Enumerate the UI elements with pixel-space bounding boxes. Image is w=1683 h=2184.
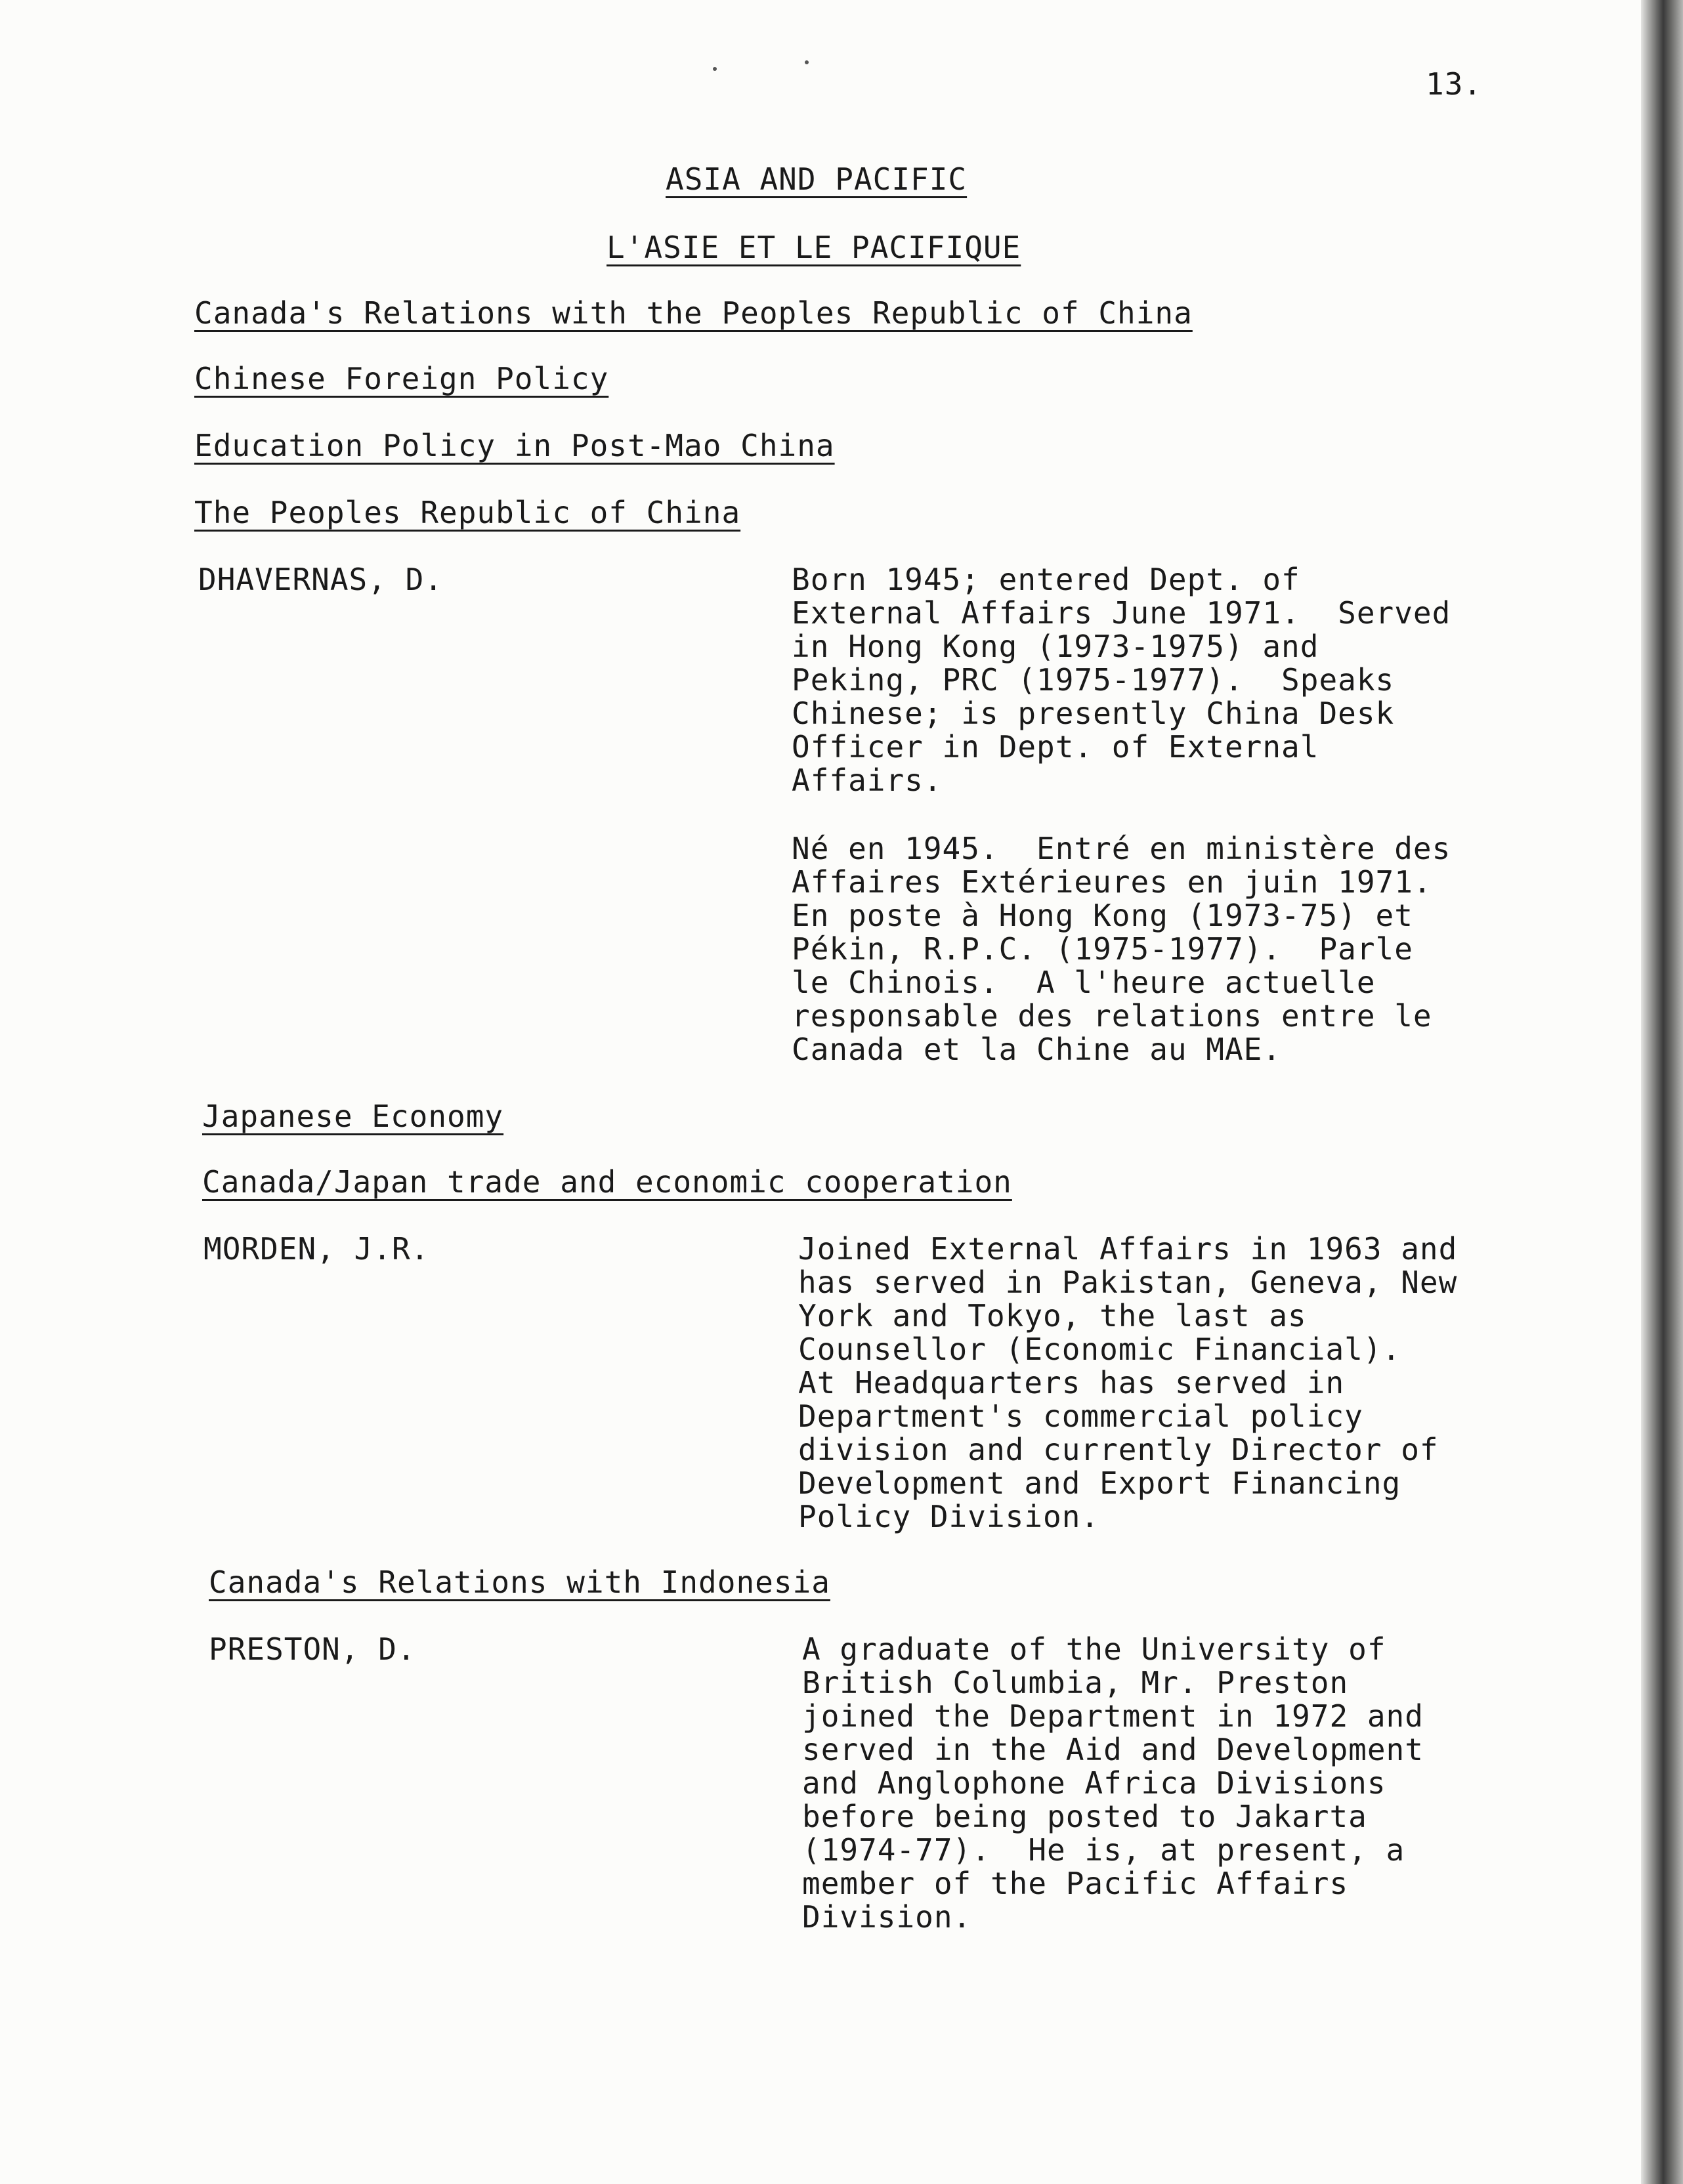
topic-canada-japan-trade: Canada/Japan trade and economic cooperation <box>202 1164 1012 1200</box>
entry-bio-dhavernas-french: Né en 1945. Entré en ministère des Affaires Extérieures en juin 1971. En poste à Hong Kong (1973-75) et Pékin, R.P.C. (1975-1977). Parle le Chinois. A l'heure actuelle responsable des relations entre le Canada et la Chine au MAE. <box>792 831 1451 1067</box>
page-number: 13. <box>1426 66 1483 102</box>
scanned-page-edge <box>1641 0 1683 2184</box>
section-heading-french: L'ASIE ET LE PACIFIQUE <box>607 230 1021 265</box>
scan-speck <box>713 67 717 71</box>
topic-education-policy: Education Policy in Post-Mao China <box>194 428 835 463</box>
topic-indonesia-relations: Canada's Relations with Indonesia <box>209 1564 830 1600</box>
entry-bio-preston-english: A graduate of the University of British Columbia, Mr. Preston joined the Department in 1972 and served in the Aid and Development and Anglophone Africa Divisions before being posted to Jakarta (1974-77). He is, at present, a member of the Pacific Affairs Division. <box>802 1631 1424 1935</box>
entry-name-preston: PRESTON, D. <box>209 1631 416 1667</box>
topic-chinese-foreign-policy: Chinese Foreign Policy <box>194 361 609 396</box>
scan-speck <box>805 60 809 64</box>
entry-name-morden: MORDEN, J.R. <box>203 1231 430 1267</box>
entry-name-dhavernas: DHAVERNAS, D. <box>198 562 444 597</box>
topic-china-relations: Canada's Relations with the Peoples Republic of China <box>194 295 1193 331</box>
topic-japanese-economy: Japanese Economy <box>202 1099 504 1134</box>
section-heading-english: ASIA AND PACIFIC <box>666 161 968 197</box>
entry-bio-dhavernas-english: Born 1945; entered Dept. of External Affairs June 1971. Served in Hong Kong (1973-1975) and Peking, PRC (1975-1977). Speaks Chinese; is presently China Desk Officer in Dept. of External Affairs. <box>792 562 1451 798</box>
entry-bio-morden-english: Joined External Affairs in 1963 and has served in Pakistan, Geneva, New York and Tokyo, the last as Counsellor (Economic Financial). At Headquarters has served in Department's commercial policy division and currently Director of Development and Export Financing Policy Division. <box>798 1231 1458 1534</box>
topic-prc: The Peoples Republic of China <box>194 495 741 530</box>
